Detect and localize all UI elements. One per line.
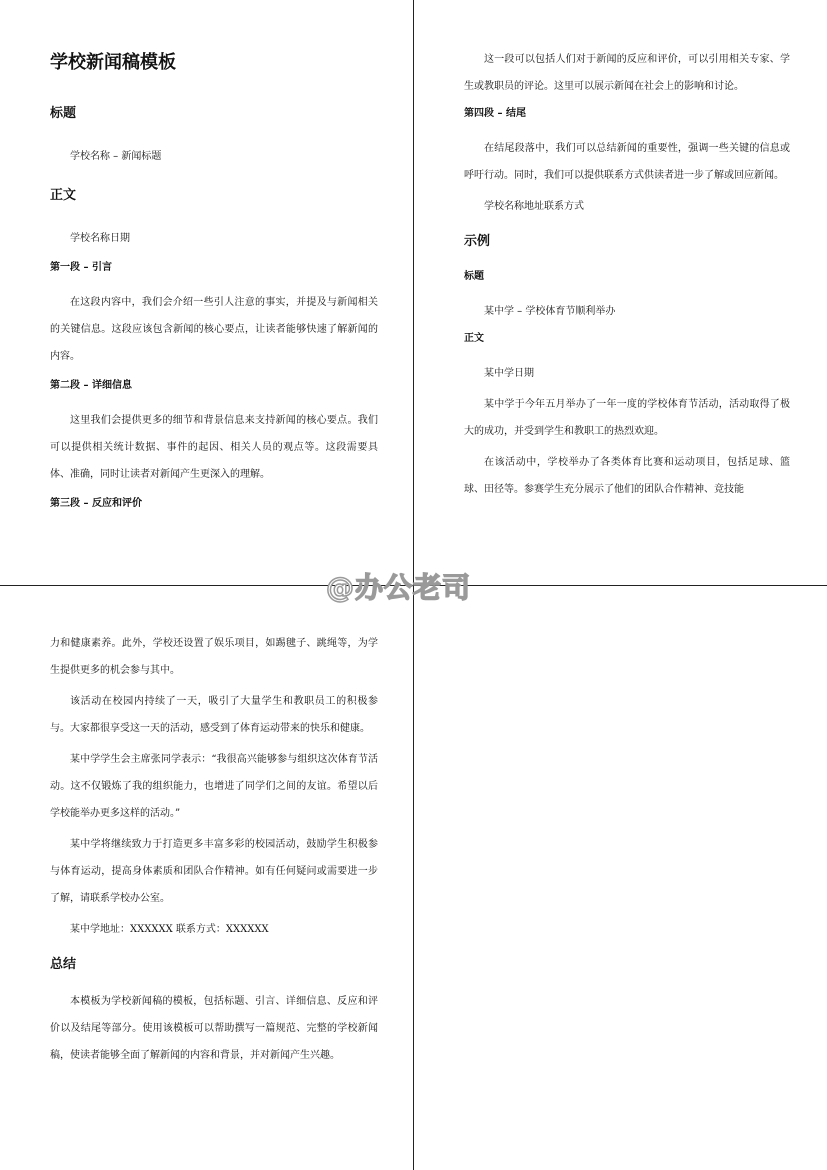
summary-paragraph: 本模板为学校新闻稿的模板，包括标题、引言、详细信息、反应和评价以及结尾等部分。使用该模板可以帮助撰写一篇规范、完整的学校新闻稿，使读者能够全面了解新闻的内容和背景，并对新闻产生兴趣。: [50, 996, 378, 1061]
example-date-line: 某中学日期: [484, 368, 534, 379]
paragraph-4-heading: 第四段 – 结尾: [464, 108, 526, 119]
paragraph-1-text: 在这段内容中，我们会介绍一些引人注意的事实，并提及与新闻相关的关键信息。这段应该包含新闻的核心要点，让读者能够快速了解新闻的内容。: [50, 297, 378, 362]
paragraph-3-heading: 第三段 – 反应和评价: [50, 498, 142, 509]
section-heading-summary: 总结: [50, 957, 77, 972]
section-heading-title: 标题: [50, 106, 77, 121]
document-title: 学校新闻稿模板: [50, 52, 176, 73]
example-body-heading: 正文: [464, 333, 484, 344]
contact-template-line: 学校名称地址联系方式: [484, 201, 584, 212]
paragraph-2-heading: 第二段 – 详细信息: [50, 380, 132, 391]
page-bottom-left: [50, 630, 378, 1073]
example-contact-line: 某中学地址：XXXXXX 联系方式：XXXXXX: [70, 924, 269, 935]
date-template-line: 学校名称日期: [70, 233, 130, 244]
section-heading-example: 示例: [464, 234, 491, 249]
page-top-right: [464, 46, 790, 507]
example-paragraph-2-start: 在该活动中，学校举办了各类体育比赛和运动项目，包括足球、篮球、田径等。参赛学生充分展示了他们的团队合作精神、竞技能: [464, 457, 790, 495]
paragraph-3-text: 这一段可以包括人们对于新闻的反应和评价，可以引用相关专家、学生或教职员的评论。这里可以展示新闻在社会上的影响和讨论。: [464, 54, 790, 92]
example-paragraph-1: 某中学于今年五月举办了一年一度的学校体育节活动，活动取得了极大的成功，并受到学生和教职工的热烈欢迎。: [464, 399, 790, 437]
example-title-heading: 标题: [464, 271, 484, 282]
title-template-line: 学校名称 – 新闻标题: [70, 151, 162, 162]
example-title-line: 某中学 – 学校体育节顺利举办: [484, 306, 616, 317]
paragraph-2-text: 这里我们会提供更多的细节和背景信息来支持新闻的核心要点。我们可以提供相关统计数据、事件的起因、相关人员的观点等。这段需要具体、准确，同时让读者对新闻产生更深入的理解。: [50, 415, 378, 480]
example-paragraph-2-end: 力和健康素养。此外，学校还设置了娱乐项目，如踢毽子、跳绳等，为学生提供更多的机会参与其中。: [50, 638, 378, 676]
paragraph-4-text: 在结尾段落中，我们可以总结新闻的重要性，强调一些关键的信息或呼吁行动。同时，我们可以提供联系方式供读者进一步了解或回应新闻。: [464, 143, 790, 181]
example-paragraph-3: 该活动在校园内持续了一天，吸引了大量学生和教职员工的积极参与。大家都很享受这一天的活动，感受到了体育运动带来的快乐和健康。: [50, 696, 378, 734]
example-quote-paragraph: 某中学学生会主席张同学表示：“我很高兴能够参与组织这次体育节活动。这不仅锻炼了我的组织能力，也增进了同学们之间的友谊。希望以后学校能举办更多这样的活动。”: [50, 754, 378, 819]
section-heading-body: 正文: [50, 188, 77, 203]
page-top-left: [50, 48, 378, 525]
paragraph-1-heading: 第一段 – 引言: [50, 262, 112, 273]
watermark-text: @办公老司: [326, 571, 472, 604]
example-paragraph-5: 某中学将继续致力于打造更多丰富多彩的校园活动，鼓励学生积极参与体育运动，提高身体素质和团队合作精神。如有任何疑问或需要进一步了解，请联系学校办公室。: [50, 839, 378, 904]
